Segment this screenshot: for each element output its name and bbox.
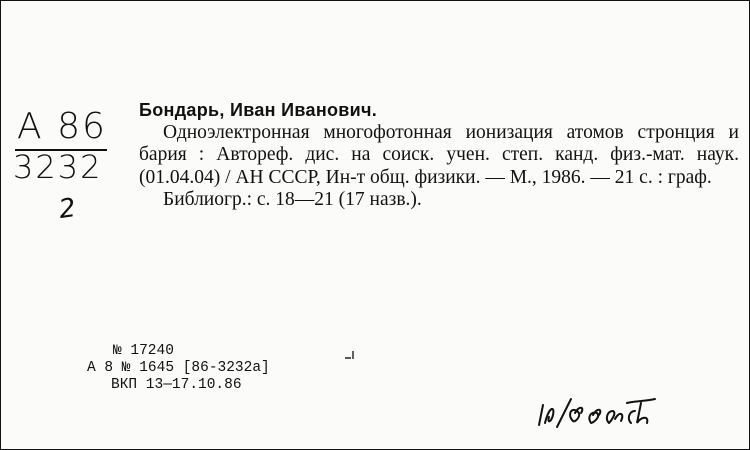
accession-number: № 17240 bbox=[113, 343, 174, 359]
handwritten-signature bbox=[531, 393, 661, 433]
vkp-date: ВКП 13—17.10.86 bbox=[111, 377, 242, 393]
title-description: Одноэлектронная многофотонная ионизация атомов стронция и бария : Автореф. дис. на соиск. учен. степ. канд. физ.-мат. наук. (01.04.04) / АН СССР, Ин-т общ. физики. — М., 1986. — 21 с. : граф. bbox=[139, 121, 739, 188]
copy-mark: 2 bbox=[56, 192, 78, 226]
accession-block bbox=[87, 343, 270, 394]
pencil-tick-mark bbox=[343, 349, 357, 361]
bibliography-note: Библиогр.: с. 18—21 (17 назв.). bbox=[163, 189, 422, 210]
shelf-mark-top: А 86 bbox=[17, 106, 107, 147]
author-heading: Бондарь, Иван Иванович. bbox=[139, 100, 378, 120]
shelf-mark-bottom: 3232 bbox=[13, 148, 103, 186]
bibliographic-entry bbox=[139, 99, 739, 212]
registration-number: А 8 № 1645 [86-3232а] bbox=[87, 360, 270, 376]
